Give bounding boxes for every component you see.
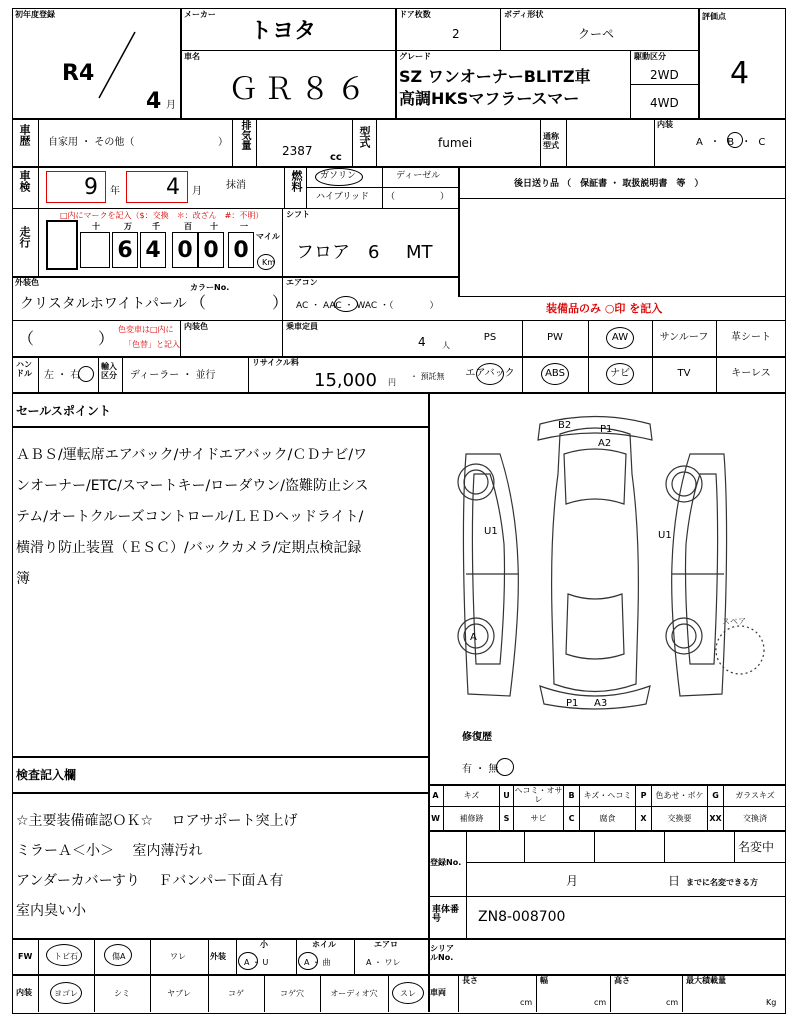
serial-label: シリアルNo. [430, 944, 454, 962]
legend-code: X [636, 806, 652, 830]
drive-2wd: 2WD [650, 68, 679, 82]
repair-label: 修復歴 [462, 732, 492, 743]
wheel-label: ホイル [312, 940, 336, 949]
name-change-deadline: までに名変できる方 [686, 878, 758, 887]
drive-4wd: 4WD [650, 96, 679, 110]
shift-speed: 6 [368, 242, 380, 263]
odometer-unit-label: 万 [124, 222, 132, 231]
legend-code: U [500, 784, 514, 806]
interior-item: ヨゴレ [54, 988, 78, 998]
equipment-item: キーレス [731, 368, 771, 379]
interior-item: スレ [400, 988, 416, 998]
interior-item: コゲ穴 [280, 988, 304, 998]
length-label: 長さ [462, 976, 478, 985]
color-no-label: カラーNo. [190, 283, 230, 292]
odometer-digit: 0 [228, 232, 254, 268]
inspection-note-line: アンダーカバーすり Ｆバンパー下面Ａ有 [16, 873, 284, 889]
grade-line2: 高調HKSマフラースマー [399, 89, 580, 108]
sales-point-line: テム/オートクルーズコントロール/ＬＥＤヘッドライト/ [16, 509, 364, 525]
displacement-value: 2387 [282, 144, 313, 158]
inspection-note-line: ☆主要装備確認ＯＫ☆ ロアサポート突上げ [16, 813, 298, 829]
color-change-note2: 「色替」と記入 [124, 340, 180, 349]
capacity-value: 4 [418, 335, 426, 349]
deregistered: 抹消 [226, 180, 246, 191]
legend-code: XX [708, 806, 724, 830]
odometer-digit: 0 [172, 232, 198, 268]
legend-desc: 腐食 [580, 806, 636, 830]
legend-code: B [564, 784, 580, 806]
import-label: 輸入区分 [101, 362, 117, 380]
inspection-note-line: 室内臭い小 [16, 903, 86, 919]
aircon-value: AC ・ AAC ・ WAC ・（ ） [296, 301, 439, 311]
drive-label: 駆動区分 [634, 52, 666, 61]
maker-value: トヨタ [250, 19, 317, 44]
vin-value: ZN8-008700 [478, 909, 566, 925]
legend-code: W [428, 806, 444, 830]
equipment-item: エアバック [465, 368, 515, 379]
recycle-fee: 15,000 [314, 370, 377, 391]
import-value: ディーラー ・ 並行 [130, 370, 216, 381]
common-model-label: 通称型式 [543, 132, 559, 150]
odometer-digit: 6 [112, 232, 138, 268]
size-label: 車両 [430, 988, 446, 997]
docs-label: 後日送り品 （ 保証書 ・ 取扱説明書 等 ） [514, 179, 704, 189]
exterior-color-value: クリスタルホワイトパール [20, 296, 187, 312]
body-value: クーペ [578, 27, 615, 41]
inspection-month: 4 [166, 175, 180, 200]
car-name-value: ＧＲ８６ [228, 72, 372, 107]
inspection-year: 9 [84, 175, 98, 200]
equipment-item: ABS [545, 368, 565, 379]
fw-item-1: トビ石 [54, 952, 78, 961]
interior-grade-circle [727, 132, 743, 148]
aircon-label: エアコン [286, 278, 318, 287]
width-label: 幅 [540, 976, 548, 985]
mark-u1-left: U1 [484, 526, 498, 537]
shift-label: シフト [286, 210, 310, 219]
interior-label: 内装 [657, 120, 673, 129]
score-label: 評価点 [702, 12, 726, 21]
recycle-deposit: ・ 預託無 [410, 372, 445, 381]
odometer-unit-label: 一 [240, 222, 248, 231]
legend-code: P [636, 784, 652, 806]
maker-label: メーカー [184, 10, 216, 19]
wheel-value: A ・ 曲 [304, 958, 331, 967]
height-label: 高さ [614, 976, 630, 985]
legend-code: C [564, 806, 580, 830]
sales-point-line: ンオーナー/ETC/スマートキー/ローダウン/盗難防止シス [16, 478, 369, 494]
interior-item: ヤブレ [167, 988, 191, 998]
history-value: 自家用 ・ その他（ [48, 137, 135, 148]
mark-u1-right: U1 [658, 530, 672, 541]
mileage-unit-mile: マイル [256, 232, 280, 241]
displacement-label: 排気量 [239, 120, 250, 150]
history-label: 車歴 [18, 124, 31, 146]
interior-item: シミ [114, 988, 130, 998]
ext-small-label: 小 [260, 940, 268, 949]
legend-desc: 補修跡 [444, 806, 500, 830]
fw-item-2: 傷A [112, 952, 126, 961]
inspection-label: 車検 [18, 170, 31, 192]
mark-p1-rear: P1 [566, 698, 579, 709]
fw-item-3: ワレ [170, 952, 186, 961]
fuel-hybrid: ハイブリッド [316, 192, 370, 202]
fuel-other: （ ） [386, 192, 450, 202]
grade-line1: SZ ワンオーナーBLITZ車 [399, 67, 591, 86]
inspection-notes-title: 検査記入欄 [16, 768, 77, 782]
name-change: 名変中 [738, 840, 775, 854]
model-value: fumei [438, 136, 473, 150]
odometer-unit-label: 百 [184, 222, 192, 231]
legend-desc: 色あせ・ボケ [652, 784, 708, 806]
odometer-unit-label: 十 [210, 222, 218, 231]
sales-point-title: セールスポイント [16, 404, 111, 418]
equipment-item: ナビ [610, 368, 630, 379]
equipment-item: PW [547, 332, 563, 343]
interior-grade: A ・ B ・ C [696, 137, 768, 148]
color-change-note1: 色変車は□内に [118, 325, 174, 334]
first-reg-label: 初年度登録 [15, 10, 55, 19]
mark-a-wheel: A [470, 632, 477, 643]
equipment-item: サンルーフ [659, 332, 709, 343]
equipment-item: 革シート [731, 332, 771, 343]
doors-value: 2 [452, 27, 460, 41]
mileage-note: □内にマークを記入（$：交換 ＊：改ざん #：不明） [60, 211, 264, 220]
equipment-circle-mark [541, 363, 569, 385]
car-damage-diagram [440, 414, 782, 714]
fuel-gasoline: ガソリン [320, 171, 357, 181]
load-label: 最大積載量 [686, 976, 726, 985]
reg-no-label: 登録No. [430, 858, 462, 867]
mark-a2: A2 [598, 438, 612, 449]
shift-mode: MT [406, 242, 433, 263]
inspection-note-line: ミラーＡ＜小＞ 室内薄汚れ [16, 843, 203, 859]
interior-item: コゲ [228, 988, 244, 998]
recycle-label: リサイクル料 [252, 358, 299, 367]
odometer-digit: 0 [198, 232, 224, 268]
mark-p1-front: P1 [600, 424, 613, 435]
interior-item-circle [50, 982, 82, 1004]
shift-type: フロア [296, 242, 350, 263]
equipment-circle-mark [606, 363, 634, 385]
fuel-diesel: ディーゼル [396, 171, 441, 181]
first-reg-era: R4 [62, 61, 95, 86]
vin-label: 車体番号 [432, 905, 460, 924]
interior-item-circle [392, 982, 424, 1004]
legend-code: G [708, 784, 724, 806]
legend-desc: 交換要 [652, 806, 708, 830]
fw-label: FW [18, 952, 33, 961]
legend-desc: キズ [444, 784, 500, 806]
first-reg-month: 4 [146, 89, 162, 114]
mileage-label: 走行 [18, 226, 31, 248]
ext-small-value: A ・ U [244, 958, 269, 967]
exterior-color-label: 外装色 [15, 278, 39, 287]
mark-b2: B2 [558, 420, 572, 431]
equipment-item: TV [677, 368, 691, 379]
car-name-label: 車名 [184, 52, 200, 61]
score-value: 4 [730, 56, 750, 91]
body-label: ボディ形状 [504, 10, 544, 19]
handle-label: ハンドル [16, 360, 32, 378]
equipment-item: PS [483, 332, 497, 343]
grade-label: グレード [399, 52, 431, 61]
equipment-circle-mark [476, 363, 504, 385]
sales-point-line: ＡＢＳ/運転席エアバック/サイドエアバック/ＣＤナビ/ワ [16, 447, 368, 463]
legend-code: A [428, 784, 444, 806]
aero-value: A ・ ワレ [366, 958, 401, 967]
interior-item: オーディオ穴 [330, 988, 378, 998]
odometer-unit-label: 千 [152, 222, 160, 231]
equipment-circle-mark [606, 327, 634, 349]
handle-value: 左 ・ 右 [44, 370, 81, 381]
legend-desc: 交換済 [743, 813, 767, 823]
ext-label: 外装 [210, 952, 226, 961]
spare-label: スペア [722, 617, 746, 626]
legend-desc: ヘコミ・オサレ [514, 786, 563, 804]
aero-label: エアロ [374, 940, 398, 949]
legend-desc: サビ [514, 806, 564, 830]
sales-point-line: 簿 [16, 571, 30, 587]
legend-desc: ガラスキズ [735, 790, 775, 800]
odometer-unit-label: 十 [92, 222, 100, 231]
legend-desc: キズ・ヘコミ [580, 784, 636, 806]
doors-label: ドア枚数 [399, 10, 431, 19]
model-label: 型式 [358, 126, 371, 148]
repair-value: 有 ・ 無 [462, 764, 499, 775]
mileage-status-box [46, 220, 78, 270]
equipment-item: AW [611, 332, 629, 343]
fuel-label: 燃料 [290, 170, 303, 192]
mark-a3: A3 [594, 698, 608, 709]
mileage-unit-km: Km [262, 258, 276, 267]
equipment-title: 装備品のみ ○印 を記入 [546, 302, 663, 315]
sales-point-line: 横滑り防止装置（ＥＳＣ）/バックカメラ/定期点検記録 [16, 540, 362, 556]
int-label: 内装 [16, 988, 32, 997]
interior-color-label: 内装色 [184, 322, 208, 331]
legend-code: S [500, 806, 514, 830]
odometer-digit: 4 [140, 232, 166, 268]
first-reg-slash [95, 30, 140, 100]
odometer-digit [80, 232, 110, 268]
capacity-label: 乗車定員 [286, 322, 318, 331]
